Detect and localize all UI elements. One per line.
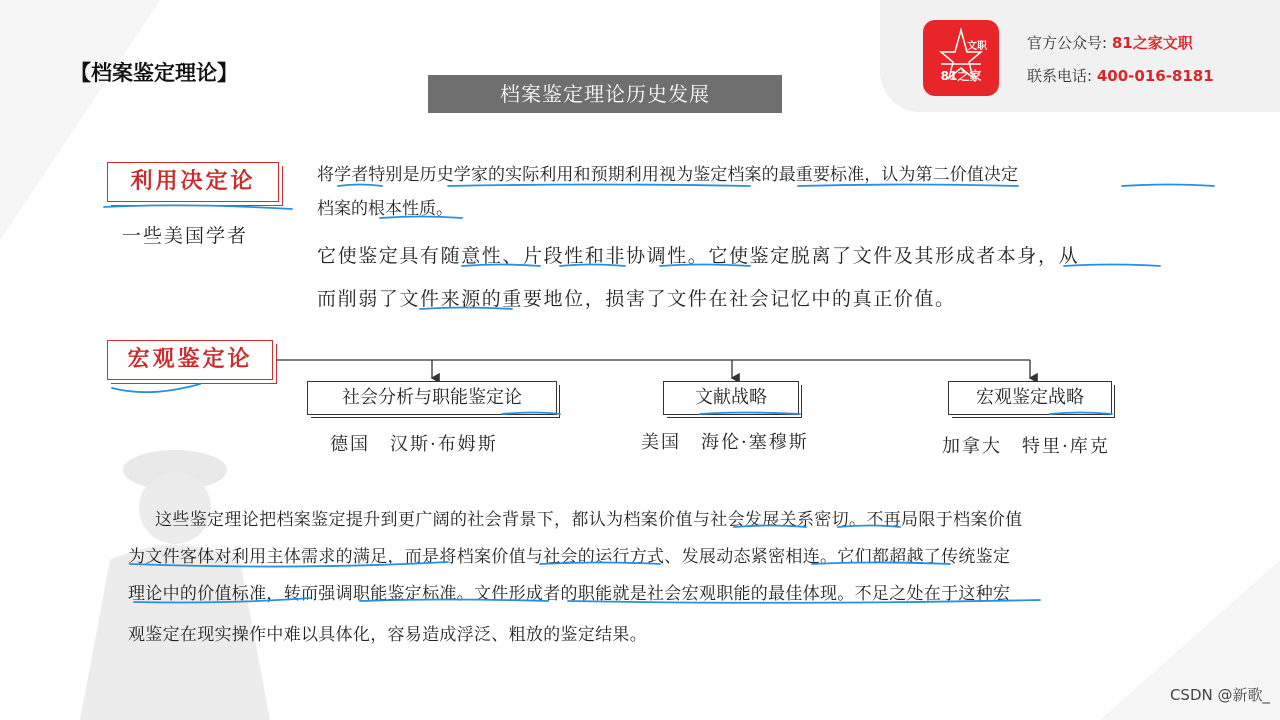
branch-box-functional-appraisal: 社会分析与职能鉴定论 — [307, 381, 557, 415]
theory-utilization-line-1: 将学者特别是历史学家的实际利用和预期利用视为鉴定档案的最重要标准，认为第二价值决定 — [317, 165, 1019, 185]
official-account-label: 官方公众号: — [1027, 34, 1108, 52]
page-title: 档案鉴定理论历史发展 — [428, 75, 782, 113]
branch-origin-germany: 德国 汉斯·布姆斯 — [330, 434, 498, 455]
section-label: 【档案鉴定理论】 — [70, 61, 238, 85]
theory-utilization-line-3: 它使鉴定具有随意性、片段性和非协调性。它使鉴定脱离了文件及其形成者本身，从 — [317, 245, 1080, 267]
summary-line-4: 观鉴定在现实操作中难以具体化，容易造成浮泛、粗放的鉴定结果。 — [128, 625, 647, 645]
silhouette-figure-image — [70, 430, 280, 720]
summary-line-3: 理论中的价值标准，转而强调职能鉴定标准。文件形成者的职能就是社会宏观职能的最佳体现。不足之处在于这种宏 — [128, 584, 1011, 604]
branch-origin-usa: 美国 海伦·塞穆斯 — [641, 432, 809, 453]
csdn-watermark: CSDN @新歌_ — [1169, 686, 1270, 704]
official-account-line — [1027, 32, 1193, 53]
logo-top-text: 文职 — [967, 41, 987, 52]
theory-macro-box: 宏观鉴定论 — [107, 340, 273, 380]
phone-value: 400-016-8181 — [1096, 67, 1214, 85]
branch-box-macro-appraisal-strategy: 宏观鉴定战略 — [948, 381, 1112, 415]
official-account-value: 81之家文职 — [1111, 34, 1193, 52]
brand-logo — [923, 20, 999, 96]
branch-box-documentation-strategy: 文献战略 — [663, 381, 799, 415]
theory-utilization-line-4: 而削弱了文件来源的重要地位，损害了文件在社会记忆中的真正价值。 — [317, 288, 956, 310]
theory-utilization-proponent: 一些美国学者 — [122, 225, 249, 247]
theory-utilization-box: 利用决定论 — [107, 162, 279, 202]
logo-bottom-text: 81之家 — [940, 69, 982, 83]
phone-line — [1027, 65, 1214, 86]
summary-line-2: 为文件客体对利用主体需求的满足，而是将档案价值与社会的运行方式、发展动态紧密相连。它们都超越了传统鉴定 — [128, 547, 1011, 567]
logo-star-icon — [923, 20, 999, 96]
theory-utilization-line-2: 档案的根本性质。 — [317, 199, 453, 219]
summary-line-1: 这些鉴定理论把档案鉴定提升到更广阔的社会背景下，都认为档案价值与社会发展关系密切。不再局限于档案价值 — [155, 510, 1023, 530]
branch-origin-canada: 加拿大 特里·库克 — [942, 436, 1110, 457]
phone-label: 联系电话: — [1027, 67, 1093, 85]
